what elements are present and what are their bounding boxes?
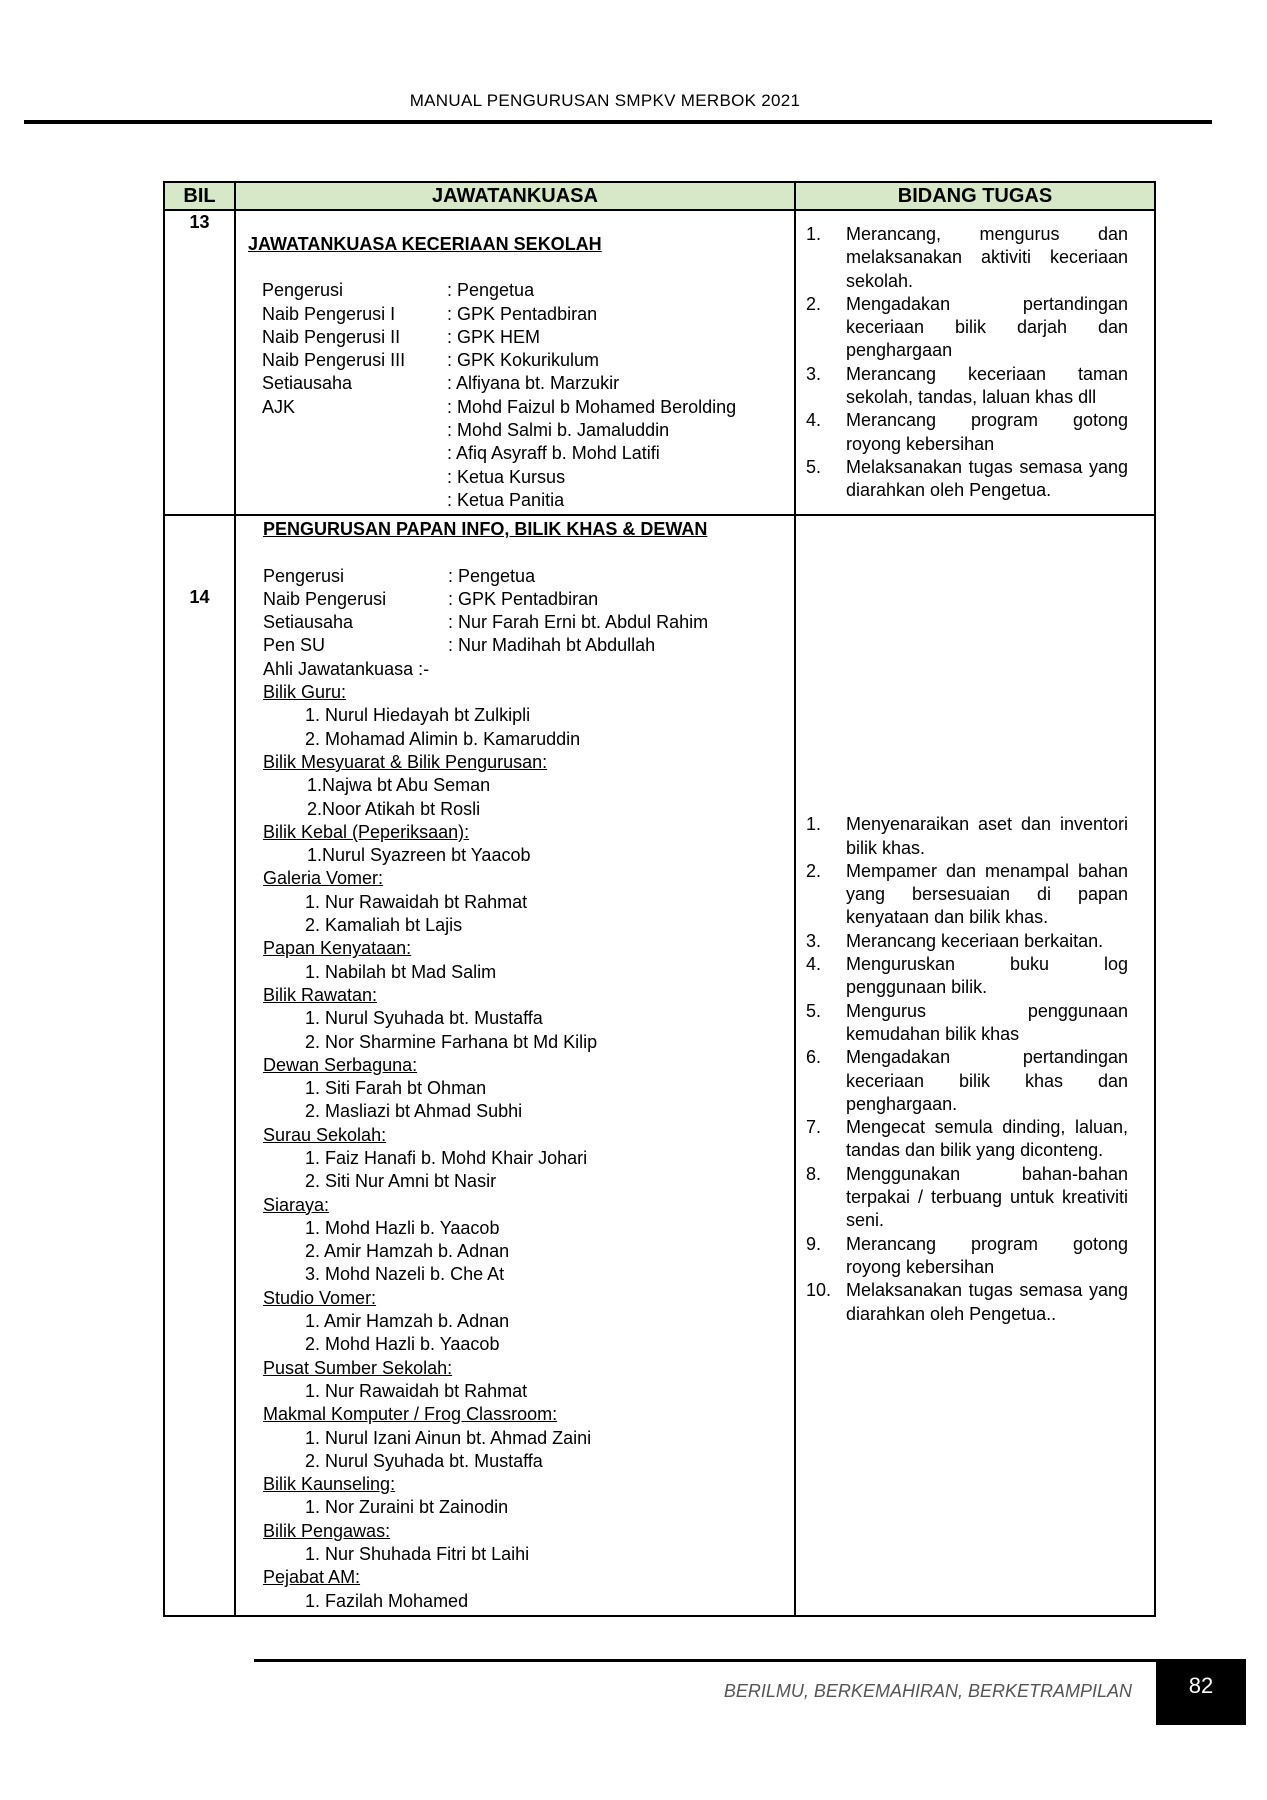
member-value: : Pengetua <box>447 280 535 301</box>
duty-text: Mempamer dan menampal bahan yang bersesuaian di papan kenyataan dan bilik khas. <box>846 860 1128 928</box>
duty-text: Merancang program gotong royong kebersihan <box>846 410 1128 454</box>
duty-text: Menyenaraikan aset dan inventori bilik khas. <box>846 814 1128 858</box>
duty-number: 3. <box>806 363 822 384</box>
duty-number: 7. <box>806 1117 822 1138</box>
list-item <box>806 1116 1128 1163</box>
member-value: : Pengetua <box>448 565 536 586</box>
duty-text: Melaksanakan tugas semasa yang diarahkan oleh Pengetua. <box>846 456 1128 501</box>
group-heading: Galeria Vomer: <box>263 868 384 889</box>
member-role: Pengerusi <box>263 565 345 586</box>
member-value: : Alfiyana bt. Marzukir <box>447 373 620 394</box>
group-member: 1. Faiz Hanafi b. Mohd Khair Johari <box>305 1147 588 1168</box>
member-row <box>262 326 790 349</box>
member-role: Naib Pengerusi I <box>262 303 396 324</box>
list-item <box>806 860 1128 930</box>
list-item <box>806 953 1128 1000</box>
committee-title: JAWATANKUASA KECERIAAN SEKOLAH <box>248 234 602 254</box>
group-heading: Dewan Serbaguna: <box>263 1054 418 1075</box>
member-value: : GPK Pentadbiran <box>447 303 598 324</box>
group-member: 1. Nurul Izani Ainun bt. Ahmad Zaini <box>305 1427 592 1448</box>
member-role: Naib Pengerusi <box>263 588 387 609</box>
duty-text: Mengurus penggunaan kemudahan bilik khas <box>846 1000 1128 1044</box>
row-bil-number: 13 <box>189 212 210 232</box>
duty-number: 4. <box>806 410 822 431</box>
table-row <box>164 210 1155 515</box>
member-row <box>262 303 790 326</box>
member-row <box>262 466 790 489</box>
member-role: AJK <box>262 396 296 417</box>
member-role <box>262 442 447 465</box>
footer-divider <box>254 1659 1158 1662</box>
list-item <box>806 293 1128 363</box>
duty-text: Menguruskan buku log penggunaan bilik. <box>846 954 1128 998</box>
duty-number: 5. <box>806 1000 822 1021</box>
table-header-row <box>164 182 1155 210</box>
duty-number: 5. <box>806 456 822 477</box>
duty-number: 2. <box>806 293 822 314</box>
duties-list <box>796 516 1154 1332</box>
group-heading: Papan Kenyataan: <box>263 938 412 959</box>
group-member: 1. Nabilah bt Mad Salim <box>305 961 497 982</box>
committee-title: PENGURUSAN PAPAN INFO, BILIK KHAS & DEWAN <box>263 519 708 540</box>
group-heading: Bilik Pengawas: <box>263 1520 391 1541</box>
member-row <box>263 634 790 657</box>
group-member: 1. Nur Shuhada Fitri bt Laihi <box>305 1544 530 1565</box>
group-member: 1. Siti Farah bt Ohman <box>305 1078 487 1099</box>
duty-number: 10. <box>806 1280 832 1301</box>
row-duties-cell <box>795 515 1155 1616</box>
column-header-bil: BIL <box>164 182 235 210</box>
member-value: : Mohd Salmi b. Jamaluddin <box>447 420 670 441</box>
row-bil-number: 14 <box>189 587 210 608</box>
group-heading: Pusat Sumber Sekolah: <box>263 1357 453 1378</box>
duties-list <box>796 211 1154 509</box>
group-member: 1.Najwa bt Abu Seman <box>307 775 491 796</box>
list-item <box>806 1163 1128 1233</box>
member-row <box>263 588 790 611</box>
group-member: 1. Nurul Syuhada bt. Mustaffa <box>305 1008 543 1029</box>
member-value: : Nur Madihah bt Abdullah <box>448 635 656 656</box>
group-member: 2. Nurul Syuhada bt. Mustaffa <box>305 1450 543 1471</box>
group-member: 1. Fazilah Mohamed <box>305 1590 469 1611</box>
duty-number: 8. <box>806 1163 822 1184</box>
member-role: Pengerusi <box>262 280 344 301</box>
duty-number: 1. <box>806 814 822 835</box>
member-role: Naib Pengerusi III <box>262 350 406 371</box>
row-committee-cell <box>235 210 795 515</box>
member-role: Naib Pengerusi II <box>262 326 401 347</box>
member-role: Setiausaha <box>262 373 353 394</box>
duty-number: 2. <box>806 860 822 881</box>
member-row <box>262 489 790 512</box>
member-row <box>262 442 790 465</box>
group-heading: Surau Sekolah: <box>263 1124 387 1145</box>
table-row <box>164 515 1155 1616</box>
column-header-committee: JAWATANKUASA <box>235 182 795 210</box>
group-heading: Bilik Rawatan: <box>263 984 378 1005</box>
row-bil-cell <box>164 210 235 515</box>
row-committee-cell <box>235 515 795 1616</box>
row-duties-cell <box>795 210 1155 515</box>
group-member: 2. Masliazi bt Ahmad Subhi <box>305 1101 523 1122</box>
ajk-label: Ahli Jawatankuasa :- <box>263 658 430 679</box>
duty-text: Merancang keceriaan taman sekolah, tandas, laluan khas dll <box>846 363 1128 408</box>
member-role <box>262 466 447 489</box>
group-heading: Pejabat AM: <box>263 1567 361 1588</box>
member-row <box>262 396 790 419</box>
duty-text: Melaksanakan tugas semasa yang diarahkan oleh Pengetua.. <box>846 1280 1128 1324</box>
group-heading: Makmal Komputer / Frog Classroom: <box>263 1404 558 1425</box>
group-member: 2. Siti Nur Amni bt Nasir <box>305 1171 497 1192</box>
list-item <box>806 930 1128 953</box>
member-row <box>262 419 790 442</box>
duty-number: 1. <box>806 224 822 244</box>
group-heading: Bilik Kebal (Peperiksaan): <box>263 821 470 842</box>
member-value: : Ketua Kursus <box>447 466 566 487</box>
footer-motto: BERILMU, BERKEMAHIRAN, BERKETRAMPILAN <box>723 1681 1132 1701</box>
member-value: : Afiq Asyraff b. Mohd Latifi <box>447 443 660 464</box>
list-item <box>806 223 1128 293</box>
page-number: 82 <box>1156 1659 1246 1725</box>
member-row <box>263 565 790 588</box>
group-member: 1. Nur Rawaidah bt Rahmat <box>305 891 528 912</box>
member-value: : Ketua Panitia <box>447 489 565 510</box>
duty-text: Mengecat semula dinding, laluan, tandas dan bilik yang diconteng. <box>846 1117 1128 1161</box>
member-row <box>262 279 790 302</box>
header-divider <box>24 120 1212 124</box>
duty-text: Mengadakan pertandingan keceriaan bilik khas dan penghargaan. <box>846 1047 1128 1114</box>
group-member: 2.Noor Atikah bt Rosli <box>307 798 481 819</box>
member-role <box>262 489 447 512</box>
member-row <box>263 611 790 634</box>
group-member: 3. Mohd Nazeli b. Che At <box>305 1264 505 1285</box>
list-item <box>806 1279 1128 1326</box>
list-item <box>806 813 1128 860</box>
duty-text: Menggunakan bahan-bahan terpakai / terbuang untuk kreativiti seni. <box>846 1163 1128 1231</box>
group-member: 1. Nor Zuraini bt Zainodin <box>305 1497 509 1518</box>
group-member: 2. Amir Hamzah b. Adnan <box>305 1241 510 1262</box>
group-member: 1. Nurul Hiedayah bt Zulkipli <box>305 705 531 726</box>
list-item <box>806 1000 1128 1047</box>
list-item <box>806 1233 1128 1280</box>
group-member: 2. Mohd Hazli b. Yaacob <box>305 1334 500 1355</box>
group-member: 1.Nurul Syazreen bt Yaacob <box>307 845 531 866</box>
duty-number: 4. <box>806 954 822 975</box>
duty-number: 3. <box>806 930 822 951</box>
duty-number: 6. <box>806 1047 822 1068</box>
committee-table <box>163 181 1156 1617</box>
duty-text: Mengadakan pertandingan keceriaan bilik darjah dan penghargaan <box>846 293 1128 361</box>
group-heading: Studio Vomer: <box>263 1287 377 1308</box>
member-value: : Nur Farah Erni bt. Abdul Rahim <box>448 612 709 633</box>
group-member: 1. Nur Rawaidah bt Rahmat <box>305 1380 528 1401</box>
duty-text: Merancang program gotong royong kebersihan <box>846 1233 1128 1277</box>
group-member: 1. Mohd Hazli b. Yaacob <box>305 1217 500 1238</box>
list-item <box>806 1046 1128 1116</box>
list-item <box>806 363 1128 410</box>
list-item <box>806 456 1128 503</box>
member-row <box>262 372 790 395</box>
duty-number: 9. <box>806 1233 822 1254</box>
member-role: Setiausaha <box>263 612 354 633</box>
document-header-title: MANUAL PENGURUSAN SMPKV MERBOK 2021 <box>409 91 801 110</box>
duty-text: Merancang, mengurus dan melaksanakan aktiviti keceriaan sekolah. <box>846 224 1128 291</box>
group-member: 2. Nor Sharmine Farhana bt Md Kilip <box>305 1031 598 1052</box>
duty-text: Merancang keceriaan berkaitan. <box>846 930 1104 951</box>
member-role: Pen SU <box>263 635 326 656</box>
member-value: : GPK HEM <box>447 326 541 347</box>
group-heading: Siaraya: <box>263 1194 330 1215</box>
member-value: : Mohd Faizul b Mohamed Berolding <box>447 396 737 417</box>
member-role <box>262 419 447 442</box>
member-value: : GPK Pentadbiran <box>448 588 599 609</box>
member-value: : GPK Kokurikulum <box>447 350 600 371</box>
row-bil-cell <box>164 515 235 1616</box>
column-header-duties: BIDANG TUGAS <box>795 182 1155 210</box>
member-row <box>262 349 790 372</box>
group-heading: Bilik Mesyuarat & Bilik Pengurusan: <box>263 751 548 772</box>
group-heading: Bilik Guru: <box>263 682 347 703</box>
list-item <box>806 409 1128 456</box>
group-member: 2. Mohamad Alimin b. Kamaruddin <box>305 728 581 749</box>
group-heading: Bilik Kaunseling: <box>263 1474 396 1495</box>
group-member: 2. Kamaliah bt Lajis <box>305 915 463 936</box>
group-member: 1. Amir Hamzah b. Adnan <box>305 1311 510 1332</box>
